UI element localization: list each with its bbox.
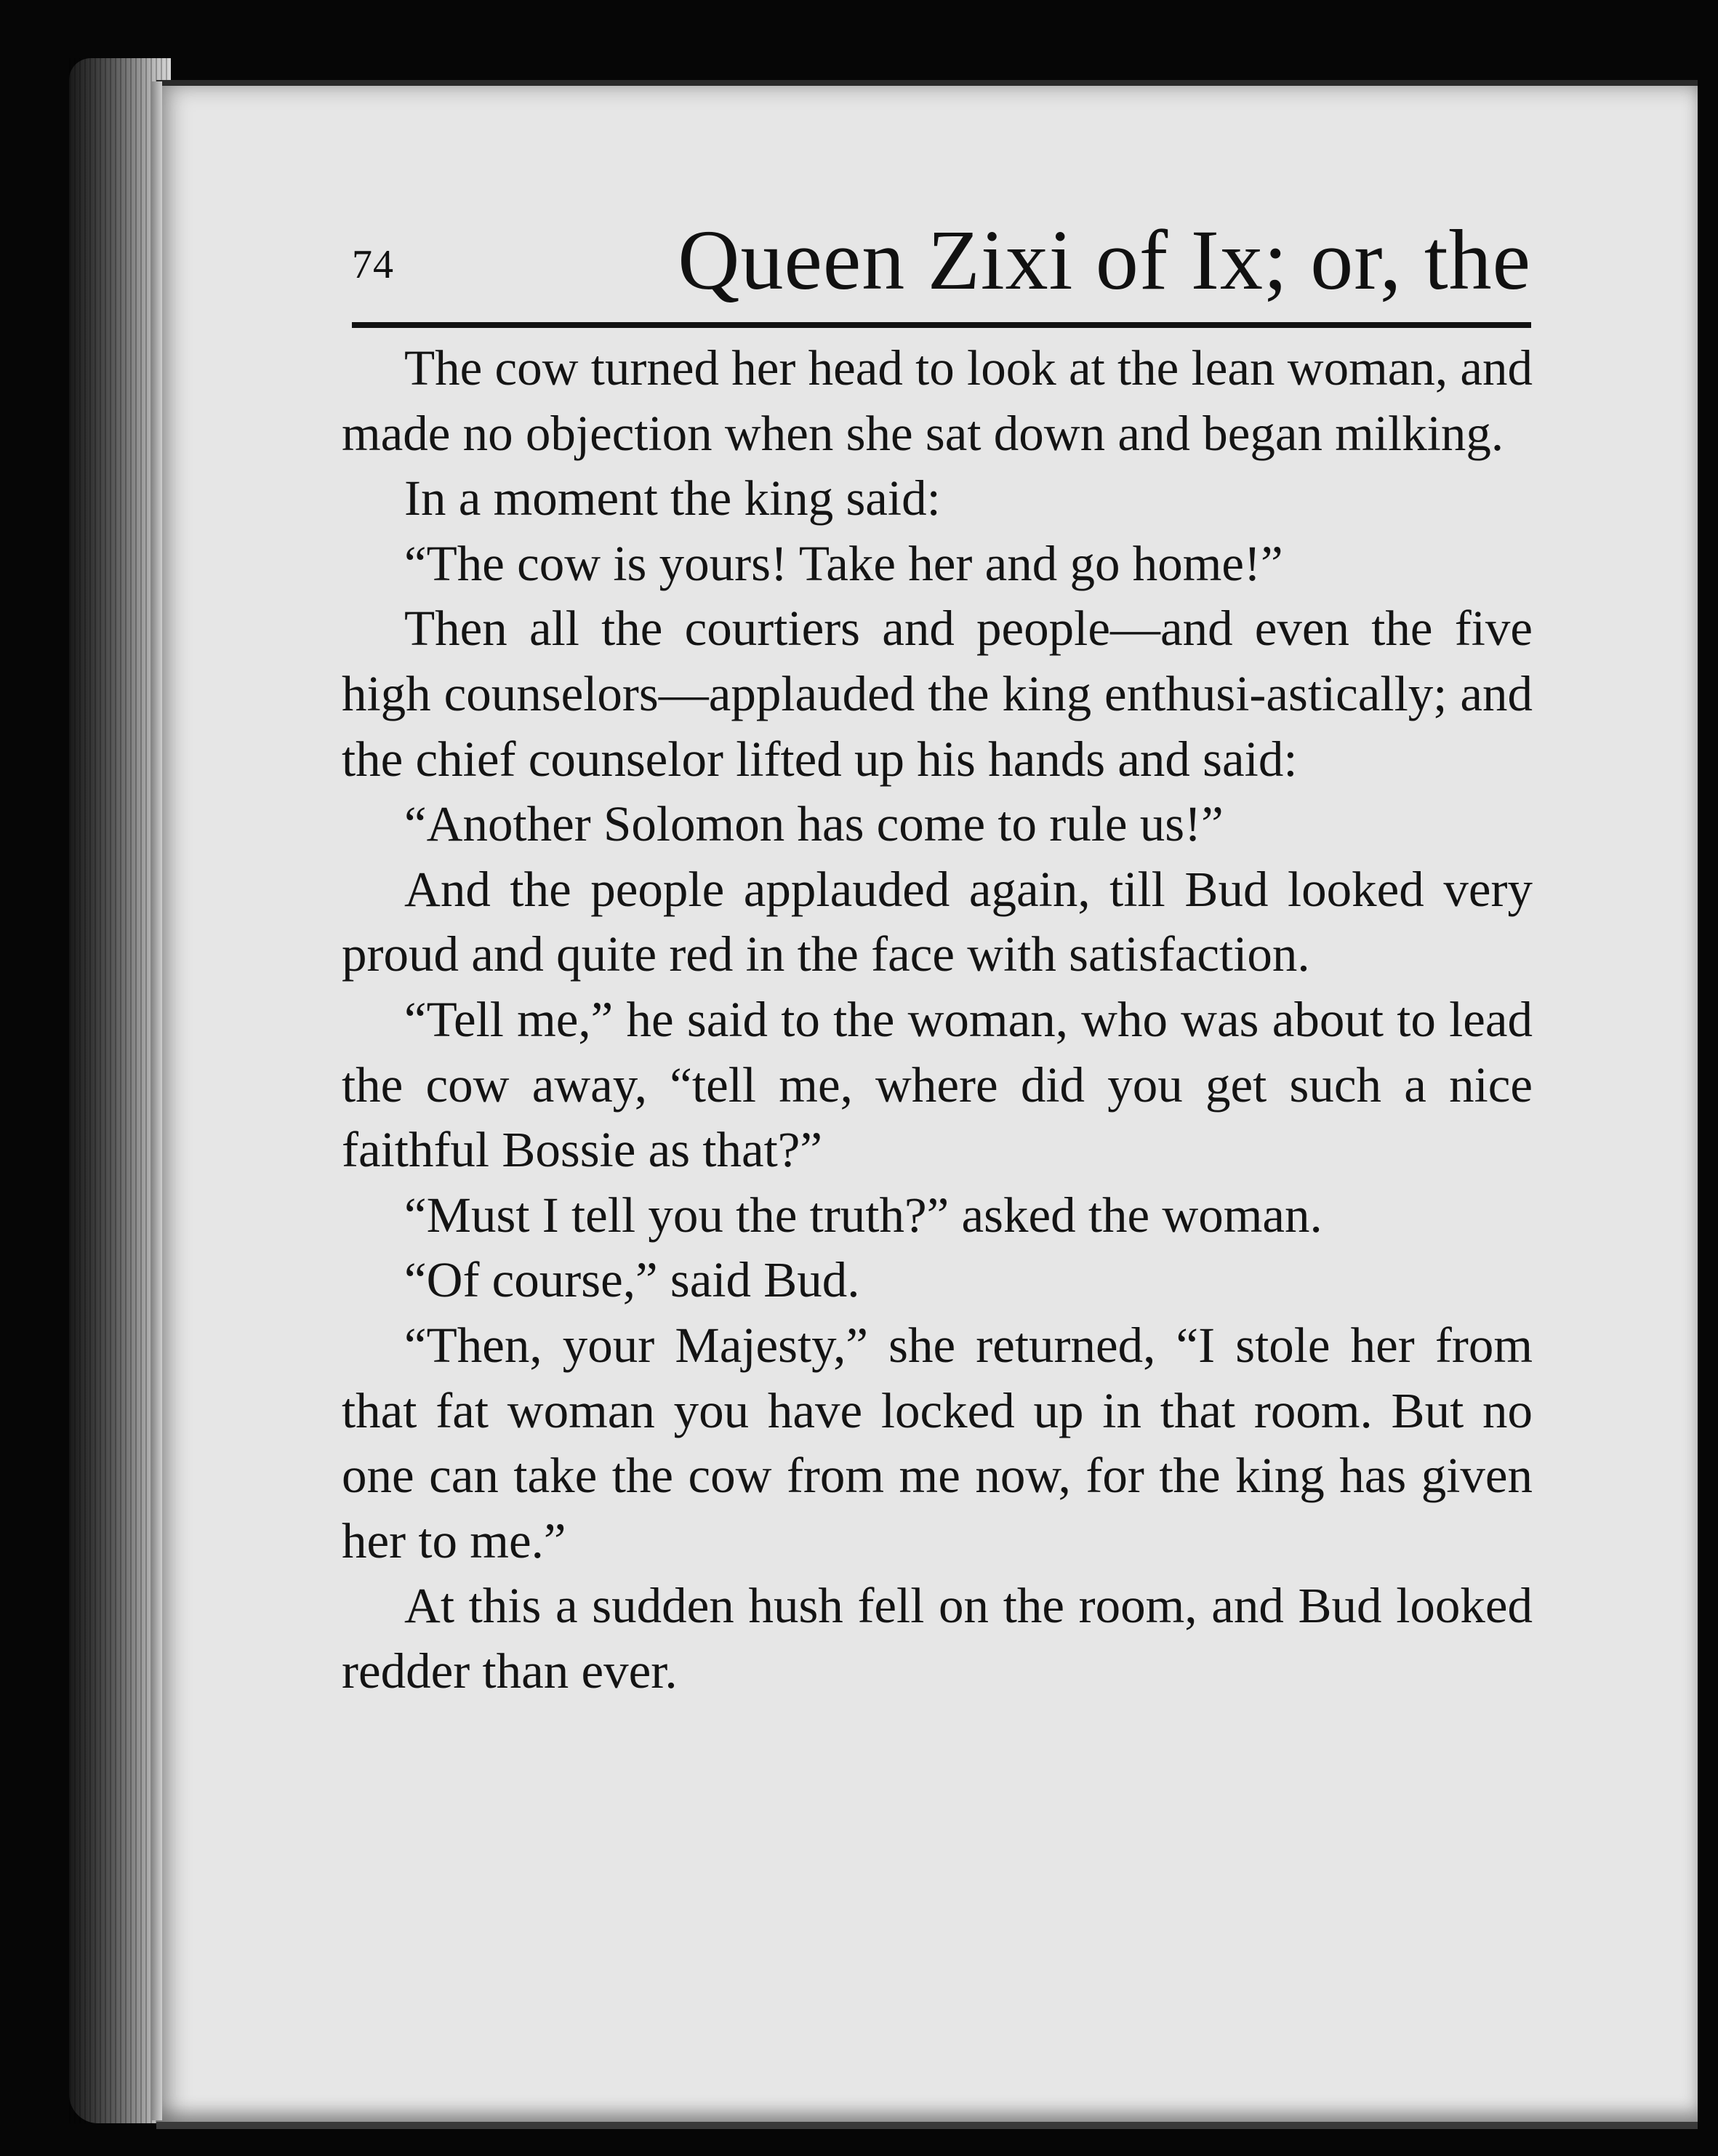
paragraph: At this a sudden hush fell on the room, and Bud looked redder than ever. (342, 1578, 1533, 1699)
body-text (342, 336, 1533, 1704)
paragraph: “The cow is yours! Take her and go home!” (404, 535, 1283, 591)
page-number: 74 (352, 242, 394, 287)
running-title: Queen Zixi of Ix; or, the (678, 212, 1531, 308)
page-header (352, 211, 1531, 320)
paragraph: Then all the courtiers and people—and even the five high counselors—applauded the king enthusi-astically; and the chief counselor lifted up his hands and said: (342, 601, 1533, 787)
paragraph: “Of course,” said Bud. (404, 1252, 860, 1308)
paragraph: And the people applauded again, till Bud looked very proud and quite red in the face with satisfaction. (342, 861, 1533, 982)
paragraph: “Tell me,” he said to the woman, who was about to lead the cow away, “tell me, where did you get such a nice faithful Bossie as that?” (342, 991, 1533, 1178)
paragraph: “Then, your Majesty,” she returned, “I stole her from that fat woman you have locked up in that room. But no one can take the cow from me now, for the king has given her to me.” (342, 1317, 1533, 1568)
header-rule (352, 322, 1531, 328)
paragraph: The cow turned her head to look at the lean woman, and made no objection when she sat down and began milking. (342, 340, 1533, 461)
paragraph: “Must I tell you the truth?” asked the woman. (404, 1187, 1322, 1243)
paragraph: In a moment the king said: (404, 470, 941, 526)
paragraph: “Another Solomon has come to rule us!” (404, 796, 1224, 852)
